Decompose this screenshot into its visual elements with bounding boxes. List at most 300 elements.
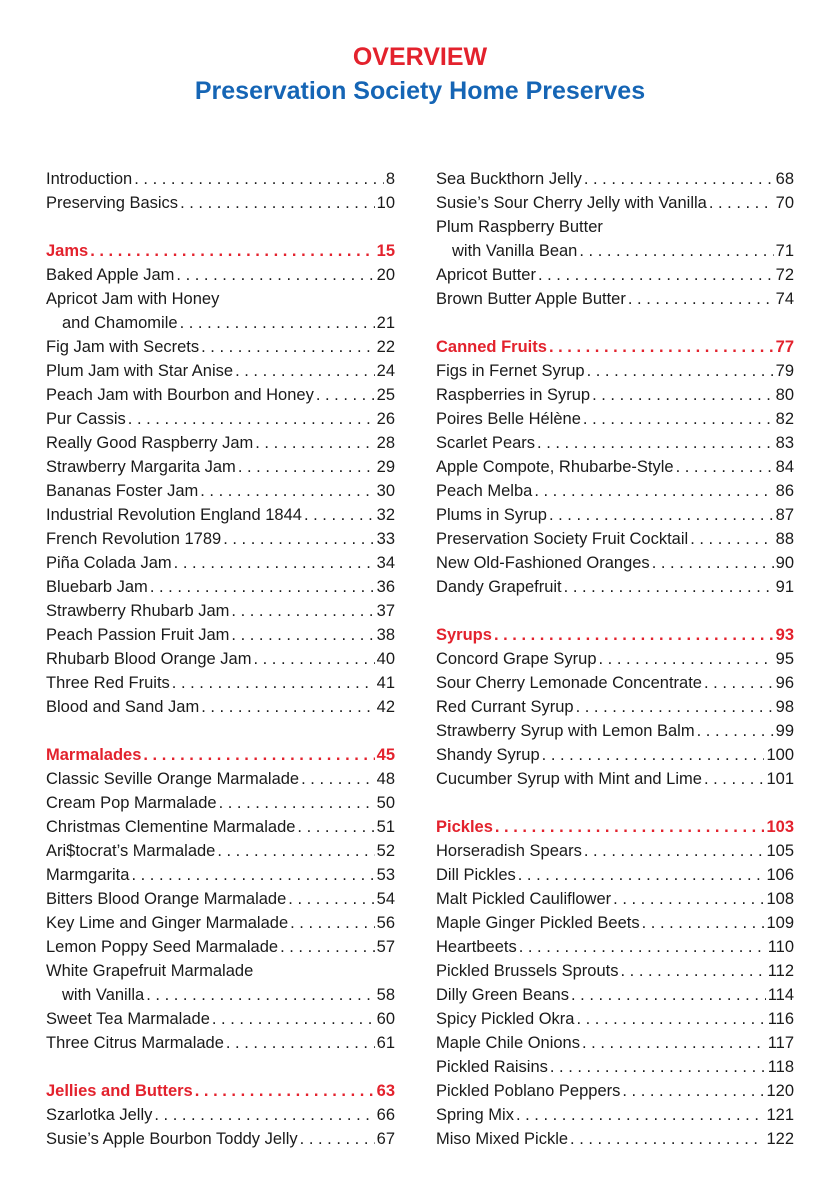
toc-entry — [436, 359, 794, 383]
entry-title: French Revolution 1789 — [46, 530, 222, 548]
toc-entry — [46, 1031, 395, 1055]
page-number: 42 — [376, 698, 395, 716]
entry-title: Malt Pickled Cauliflower — [436, 890, 612, 908]
toc-entry — [46, 263, 395, 287]
dot-leader — [492, 623, 774, 647]
dot-leader — [298, 1127, 375, 1151]
page-number: 103 — [766, 818, 794, 836]
toc-entry-title-line: White Grapefruit Marmalade — [46, 962, 254, 980]
page-number: 79 — [775, 362, 794, 380]
page-number: 30 — [376, 482, 395, 500]
entry-title: Maple Chile Onions — [436, 1034, 580, 1052]
page-number: 67 — [376, 1130, 395, 1148]
toc-entry — [46, 167, 395, 191]
entry-title: Sea Buckthorn Jelly — [436, 170, 582, 188]
section-spacer — [46, 1055, 395, 1079]
toc-entry — [46, 815, 395, 839]
dot-leader — [88, 239, 374, 263]
page-number: 117 — [767, 1034, 794, 1052]
entry-title: Dill Pickles — [436, 866, 516, 884]
entry-title: Rhubarb Blood Orange Jam — [46, 650, 252, 668]
entry-title: Lemon Poppy Seed Marmalade — [46, 938, 279, 956]
entry-title: Susie’s Sour Cherry Jelly with Vanilla — [436, 194, 707, 212]
toc-entry — [436, 1103, 794, 1127]
toc-entry — [46, 695, 395, 719]
toc-entry — [46, 503, 395, 527]
toc-entry — [436, 407, 794, 431]
dot-leader — [581, 407, 774, 431]
entry-title: Christmas Clementine Marmalade — [46, 818, 296, 836]
dot-leader — [562, 575, 774, 599]
entry-title: Peach Melba — [436, 482, 533, 500]
page-number: 33 — [376, 530, 395, 548]
entry-title: Figs in Fernet Syrup — [436, 362, 585, 380]
page-number: 53 — [376, 866, 395, 884]
entry-title: Ari$tocrat’s Marmalade — [46, 842, 216, 860]
dot-leader — [198, 479, 374, 503]
entry-title: Strawberry Rhubarb Jam — [46, 602, 230, 620]
dot-leader — [611, 887, 764, 911]
page-number: 26 — [376, 410, 395, 428]
page-number: 93 — [775, 626, 794, 644]
page-number: 36 — [376, 578, 395, 596]
entry-title: Apricot Butter — [436, 266, 536, 284]
entry-title: Szarlotka Jelly — [46, 1106, 153, 1124]
page-number: 84 — [775, 458, 794, 476]
dot-leader — [172, 551, 375, 575]
dot-leader — [288, 911, 375, 935]
dot-leader — [674, 455, 774, 479]
page-number: 108 — [766, 890, 794, 908]
dot-leader — [514, 1103, 765, 1127]
toc-entry — [46, 839, 395, 863]
toc-entry-title-line: Apricot Jam with Honey — [46, 290, 220, 308]
dot-leader — [251, 647, 374, 671]
dot-leader — [536, 263, 774, 287]
toc-entry-title-line: Plum Raspberry Butter — [436, 218, 603, 236]
page-number: 32 — [376, 506, 395, 524]
dot-leader — [229, 623, 374, 647]
dot-leader — [585, 359, 774, 383]
page-number: 86 — [775, 482, 794, 500]
entry-title: Peach Passion Fruit Jam — [46, 626, 230, 644]
toc-entry — [436, 767, 794, 791]
dot-leader — [199, 335, 375, 359]
page-number: 66 — [376, 1106, 395, 1124]
toc-entry — [46, 767, 395, 791]
entry-title: Plums in Syrup — [436, 506, 547, 524]
dot-leader — [178, 311, 375, 335]
page-number: 68 — [775, 170, 794, 188]
dot-leader — [577, 239, 773, 263]
entry-title: Strawberry Margarita Jam — [46, 458, 236, 476]
dot-leader — [217, 791, 375, 815]
entry-title: Bitters Blood Orange Marmalade — [46, 890, 287, 908]
entry-title: Preserving Basics — [46, 194, 179, 212]
page-header — [0, 42, 840, 106]
toc-entry — [46, 911, 395, 935]
page-number: 82 — [775, 410, 794, 428]
dot-leader — [302, 503, 375, 527]
page-number: 37 — [376, 602, 395, 620]
toc-entry — [46, 455, 395, 479]
toc-entry — [436, 431, 794, 455]
page-number: 56 — [376, 914, 395, 932]
page-number: 80 — [775, 386, 794, 404]
dot-leader — [199, 695, 374, 719]
entry-title: Classic Seville Orange Marmalade — [46, 770, 300, 788]
entry-title: Miso Mixed Pickle — [436, 1130, 569, 1148]
toc-entry — [436, 911, 794, 935]
entry-title: and Chamomile — [62, 314, 178, 332]
page-number: 71 — [775, 242, 794, 260]
entry-title: Fig Jam with Secrets — [46, 338, 200, 356]
page-number: 52 — [376, 842, 395, 860]
page-number: 99 — [775, 722, 794, 740]
entry-title: Apple Compote, Rhubarbe-Style — [436, 458, 674, 476]
toc-entry — [46, 311, 395, 335]
dot-leader — [141, 743, 374, 767]
dot-leader — [493, 815, 765, 839]
page-number: 74 — [775, 290, 794, 308]
dot-leader — [215, 839, 374, 863]
entry-title: Piña Colada Jam — [46, 554, 172, 572]
dot-leader — [597, 647, 774, 671]
toc-entry — [436, 503, 794, 527]
toc-entry — [46, 935, 395, 959]
page-number: 41 — [376, 674, 395, 692]
toc-entry — [436, 263, 794, 287]
page-number: 105 — [766, 842, 794, 860]
page-number: 24 — [376, 362, 395, 380]
page-number: 96 — [775, 674, 794, 692]
dot-leader — [253, 431, 374, 455]
entry-title: with Vanilla Bean — [452, 242, 578, 260]
entry-title: Pickled Poblano Peppers — [436, 1082, 621, 1100]
dot-leader — [236, 455, 375, 479]
entry-title: Preservation Society Fruit Cocktail — [436, 530, 689, 548]
page-number: 112 — [767, 962, 794, 980]
toc-entry — [46, 791, 395, 815]
dot-leader — [286, 887, 374, 911]
entry-title: Heartbeets — [436, 938, 517, 956]
toc-section-heading — [46, 239, 395, 263]
toc-right-column — [436, 167, 794, 1151]
toc-entry — [46, 575, 395, 599]
entry-title: Dandy Grapefruit — [436, 578, 562, 596]
entry-title: Bluebarb Jam — [46, 578, 148, 596]
page-number: 118 — [767, 1058, 794, 1076]
toc-entry — [46, 863, 395, 887]
dot-leader — [568, 1127, 764, 1151]
toc-entry — [46, 359, 395, 383]
toc-entry — [436, 983, 794, 1007]
page-number: 38 — [376, 626, 395, 644]
dot-leader — [574, 695, 774, 719]
dot-leader — [619, 959, 766, 983]
entry-title: Red Currant Syrup — [436, 698, 574, 716]
section-spacer — [436, 599, 794, 623]
section-spacer — [46, 215, 395, 239]
toc-entry — [46, 383, 395, 407]
dot-leader — [152, 1103, 374, 1127]
entry-title: Sweet Tea Marmalade — [46, 1010, 210, 1028]
toc-entry — [436, 863, 794, 887]
toc-entry — [436, 719, 794, 743]
entry-title: Spicy Pickled Okra — [436, 1010, 575, 1028]
entry-title: Raspberries in Syrup — [436, 386, 591, 404]
toc-entry — [436, 575, 794, 599]
toc-entry — [436, 527, 794, 551]
entry-title: Baked Apple Jam — [46, 266, 175, 284]
page-number: 63 — [376, 1082, 395, 1100]
entry-title: Maple Ginger Pickled Beets — [436, 914, 640, 932]
page-number: 91 — [775, 578, 794, 596]
dot-leader — [582, 167, 774, 191]
page-number: 10 — [376, 194, 395, 212]
dot-leader — [144, 983, 374, 1007]
entry-title: New Old-Fashioned Oranges — [436, 554, 650, 572]
page-number: 109 — [766, 914, 794, 932]
dot-leader — [626, 287, 774, 311]
entry-title: Peach Jam with Bourbon and Honey — [46, 386, 314, 404]
page-number: 87 — [775, 506, 794, 524]
dot-leader — [314, 383, 375, 407]
toc-section-heading — [46, 1079, 395, 1103]
page-number: 106 — [766, 866, 794, 884]
toc-entry — [436, 743, 794, 767]
section-title: Pickles — [436, 818, 493, 836]
page-number: 20 — [376, 266, 395, 284]
page-number: 34 — [376, 554, 395, 572]
dot-leader — [278, 935, 375, 959]
dot-leader — [702, 671, 774, 695]
page-number: 122 — [766, 1130, 794, 1148]
dot-leader — [516, 863, 765, 887]
toc-section-heading — [436, 815, 794, 839]
toc-entry — [46, 407, 395, 431]
page-number: 25 — [376, 386, 395, 404]
page-number: 95 — [775, 650, 794, 668]
toc-entry — [436, 1079, 794, 1103]
toc-entry — [436, 1007, 794, 1031]
dot-leader — [547, 335, 774, 359]
entry-title: Cream Pop Marmalade — [46, 794, 217, 812]
dot-leader — [299, 767, 375, 791]
toc-entry — [436, 1055, 794, 1079]
toc-entry — [46, 983, 395, 1007]
dot-leader — [517, 935, 766, 959]
page-number: 77 — [775, 338, 794, 356]
page-number: 54 — [376, 890, 395, 908]
page-number: 29 — [376, 458, 395, 476]
entry-title: Horseradish Spears — [436, 842, 582, 860]
page-number: 70 — [775, 194, 794, 212]
page-title: OVERVIEW — [352, 43, 488, 71]
toc-section-heading — [436, 335, 794, 359]
page-number: 114 — [767, 986, 794, 1004]
toc-entry — [46, 431, 395, 455]
page-number: 98 — [775, 698, 794, 716]
toc-entry — [46, 671, 395, 695]
entry-title: Spring Mix — [436, 1106, 514, 1124]
toc-entry — [46, 191, 395, 215]
section-spacer — [46, 719, 395, 743]
page-number: 48 — [376, 770, 395, 788]
toc-section-heading — [46, 743, 395, 767]
page-number: 45 — [376, 746, 395, 764]
page-number: 28 — [376, 434, 395, 452]
dot-leader — [178, 191, 375, 215]
dot-leader — [126, 407, 375, 431]
page-number: 60 — [376, 1010, 395, 1028]
page-number: 15 — [376, 242, 395, 260]
page-number: 90 — [775, 554, 794, 572]
dot-leader — [569, 983, 766, 1007]
page-number: 57 — [376, 938, 395, 956]
dot-leader — [548, 1055, 766, 1079]
toc-entry — [436, 167, 794, 191]
dot-leader — [210, 1007, 375, 1031]
entry-title: Cucumber Syrup with Mint and Lime — [436, 770, 702, 788]
toc-entry — [46, 527, 395, 551]
dot-leader — [295, 815, 374, 839]
section-title: Jams — [46, 242, 89, 260]
entry-title: Bananas Foster Jam — [46, 482, 199, 500]
entry-title: Pickled Brussels Sprouts — [436, 962, 619, 980]
dot-leader — [129, 863, 374, 887]
entry-title: Dilly Green Beans — [436, 986, 569, 1004]
dot-leader — [233, 359, 375, 383]
entry-title: Key Lime and Ginger Marmalade — [46, 914, 289, 932]
toc-entry — [46, 647, 395, 671]
dot-leader — [574, 1007, 765, 1031]
dot-leader — [695, 719, 774, 743]
toc-entry — [436, 287, 794, 311]
dot-leader — [224, 1031, 375, 1055]
toc-entry — [46, 551, 395, 575]
page-number: 51 — [376, 818, 395, 836]
dot-leader — [170, 671, 375, 695]
toc-entry — [436, 455, 794, 479]
toc-entry — [46, 479, 395, 503]
entry-title: Pickled Raisins — [436, 1058, 548, 1076]
entry-title: Three Citrus Marmalade — [46, 1034, 224, 1052]
dot-leader — [582, 839, 765, 863]
page-number: 110 — [767, 938, 794, 956]
page-number: 8 — [385, 170, 395, 188]
page-number: 22 — [376, 338, 395, 356]
dot-leader — [650, 551, 774, 575]
toc-entry — [46, 335, 395, 359]
entry-title: Introduction — [46, 170, 133, 188]
toc-entry — [436, 191, 794, 215]
toc-entry — [436, 887, 794, 911]
entry-title: Industrial Revolution England 1844 — [46, 506, 302, 524]
entry-title: Poires Belle Hélène — [436, 410, 581, 428]
toc-entry — [46, 623, 395, 647]
dot-leader — [193, 1079, 375, 1103]
dot-leader — [532, 479, 773, 503]
page-number: 21 — [376, 314, 395, 332]
page-number: 121 — [766, 1106, 794, 1124]
dot-leader — [174, 263, 374, 287]
dot-leader — [707, 191, 774, 215]
dot-leader — [547, 503, 774, 527]
dot-leader — [688, 527, 773, 551]
toc-entry — [46, 1103, 395, 1127]
page-number: 58 — [376, 986, 395, 1004]
section-title: Marmalades — [46, 746, 142, 764]
dot-leader — [590, 383, 774, 407]
toc-entry — [436, 1031, 794, 1055]
page-number: 120 — [766, 1082, 794, 1100]
dot-leader — [620, 1079, 764, 1103]
toc-entry — [436, 479, 794, 503]
toc-entry — [436, 551, 794, 575]
dot-leader — [540, 743, 765, 767]
entry-title: Shandy Syrup — [436, 746, 540, 764]
toc-entry — [436, 671, 794, 695]
dot-leader — [535, 431, 774, 455]
entry-title: Brown Butter Apple Butter — [436, 290, 626, 308]
entry-title: Sour Cherry Lemonade Concentrate — [436, 674, 702, 692]
entry-title: Plum Jam with Star Anise — [46, 362, 234, 380]
section-title: Jellies and Butters — [46, 1082, 193, 1100]
dot-leader — [702, 767, 765, 791]
toc-entry — [46, 887, 395, 911]
dot-leader — [132, 167, 384, 191]
page-number: 72 — [775, 266, 794, 284]
entry-title: with Vanilla — [62, 986, 145, 1004]
page-number: 101 — [766, 770, 794, 788]
entry-title: Susie’s Apple Bourbon Toddy Jelly — [46, 1130, 298, 1148]
toc-entry — [436, 839, 794, 863]
page-number: 83 — [775, 434, 794, 452]
toc-entry — [436, 935, 794, 959]
section-spacer — [436, 791, 794, 815]
toc-entry — [436, 695, 794, 719]
toc-entry — [436, 1127, 794, 1151]
toc-entry — [46, 599, 395, 623]
entry-title: Concord Grape Syrup — [436, 650, 597, 668]
page-number: 40 — [376, 650, 395, 668]
dot-leader — [229, 599, 374, 623]
toc-entry — [436, 383, 794, 407]
section-title: Canned Fruits — [436, 338, 547, 356]
entry-title: Three Red Fruits — [46, 674, 170, 692]
dot-leader — [640, 911, 765, 935]
section-spacer — [436, 311, 794, 335]
toc-entry — [46, 1127, 395, 1151]
dot-leader — [221, 527, 374, 551]
toc-entry — [436, 647, 794, 671]
toc-entry — [46, 1007, 395, 1031]
page-number: 116 — [767, 1010, 794, 1028]
entry-title: Pur Cassis — [46, 410, 126, 428]
page-subtitle: Preservation Society Home Preserves — [194, 77, 646, 105]
page-number: 50 — [376, 794, 395, 812]
toc-section-heading — [436, 623, 794, 647]
entry-title: Marmgarita — [46, 866, 130, 884]
entry-title: Scarlet Pears — [436, 434, 536, 452]
entry-title: Really Good Raspberry Jam — [46, 434, 254, 452]
entry-title: Blood and Sand Jam — [46, 698, 200, 716]
entry-title: Strawberry Syrup with Lemon Balm — [436, 722, 695, 740]
dot-leader — [580, 1031, 766, 1055]
page-number: 88 — [775, 530, 794, 548]
section-title: Syrups — [436, 626, 492, 644]
